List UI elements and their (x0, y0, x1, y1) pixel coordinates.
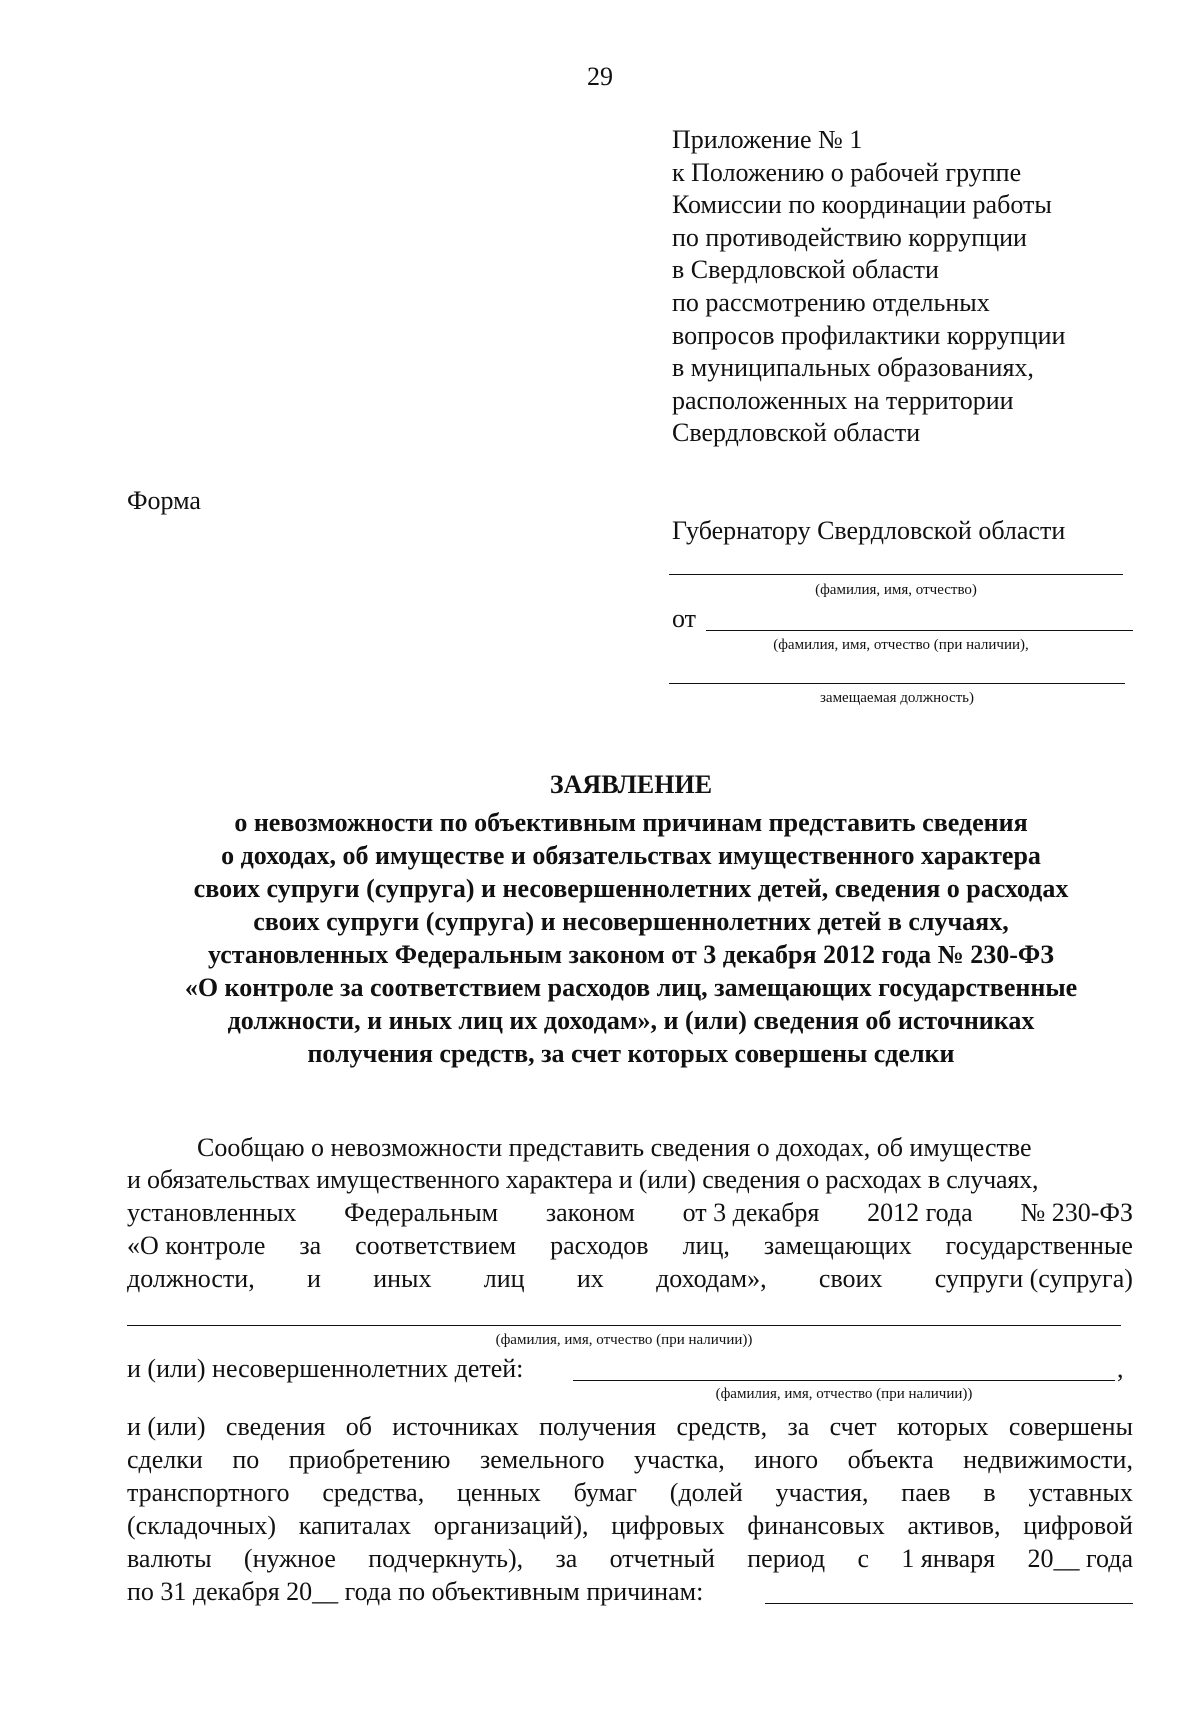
word: супруги (супруга) (934, 1264, 1133, 1293)
word: Федеральным (344, 1198, 499, 1227)
word: уставных (1028, 1478, 1133, 1507)
word: соответствием (355, 1231, 517, 1260)
children-comma: , (1117, 1354, 1124, 1383)
word: активов, (907, 1511, 1001, 1540)
document-subtitle (0, 806, 1200, 1070)
subtitle-line: должности, и иных лиц их доходам», и (или) сведения об источниках (227, 1006, 1035, 1035)
word: счет (829, 1412, 877, 1441)
body-line-justified (127, 1264, 1133, 1294)
word: иного (754, 1445, 819, 1474)
subtitle-line: получения средств, за счет которых совершены сделки (307, 1039, 955, 1068)
body-line-justified (127, 1445, 1133, 1475)
text-fragment: года по объективным причинам: (338, 1577, 704, 1606)
word: за (787, 1412, 810, 1441)
word: бумаг (573, 1478, 637, 1507)
body-line-justified (127, 1231, 1133, 1261)
word: доходам», (656, 1264, 767, 1293)
appendix-block (672, 124, 1192, 450)
word: от 3 декабря (682, 1198, 820, 1227)
word: должности, (127, 1264, 255, 1293)
word: своих (818, 1264, 883, 1293)
word: период (747, 1544, 826, 1573)
appendix-line: в муниципальных образованиях, (672, 353, 1034, 383)
document-title: ЗАЯВЛЕНИЕ (549, 770, 713, 799)
word: об (345, 1412, 372, 1441)
word: «О контроле (127, 1231, 266, 1260)
word: недвижимости, (963, 1445, 1133, 1474)
word: и (306, 1264, 321, 1293)
body-line-justified (127, 1198, 1133, 1228)
word: и (или) (127, 1412, 206, 1441)
word: валюты (127, 1544, 212, 1573)
word: (складочных) (127, 1511, 277, 1540)
word: по (232, 1445, 260, 1474)
word: источниках (392, 1412, 519, 1441)
appendix-line: Приложение № 1 (672, 125, 863, 154)
applicant-position-blank[interactable] (669, 683, 1125, 684)
word: объекта (847, 1445, 934, 1474)
word: средства, (322, 1478, 425, 1507)
appendix-line: расположенных на территории (672, 385, 1014, 415)
word: с (857, 1544, 869, 1573)
subtitle-line: о невозможности по объективным причинам представить сведения (234, 808, 1028, 837)
word: организаций), (433, 1511, 589, 1540)
word: замещающих (763, 1231, 912, 1260)
spouse-name-blank[interactable] (127, 1325, 1121, 1326)
word: (долей (669, 1478, 743, 1507)
word: лиц, (682, 1231, 730, 1260)
reasons-blank[interactable] (765, 1603, 1133, 1604)
word: получения (539, 1412, 657, 1441)
appendix-line: Свердловской области (672, 418, 921, 448)
appendix-line: по противодействию коррупции (672, 222, 1027, 252)
body-line: и обязательствах имущественного характера и (или) сведения о расходах в случаях, (127, 1165, 1039, 1194)
position-caption: замещаемая должность) (819, 690, 975, 706)
body-line: Сообщаю о невозможности представить сведения о доходах, об имуществе (197, 1133, 1032, 1162)
word: (нужное (243, 1544, 336, 1573)
appendix-line: к Положению о рабочей группе (672, 157, 1022, 187)
addressee-caption: (фамилия, имя, отчество) (815, 582, 977, 598)
appendix-line: вопросов профилактики коррупции (672, 320, 1066, 350)
word: 1 января (901, 1544, 996, 1573)
word: лиц (483, 1264, 525, 1293)
word: расходов (550, 1231, 649, 1260)
word: сведения (225, 1412, 326, 1441)
year-blank[interactable]: __ (312, 1577, 339, 1606)
word: которых (896, 1412, 989, 1441)
word: средств, (676, 1412, 768, 1441)
word: финансовых (747, 1511, 885, 1540)
appendix-line: Комиссии по координации работы (672, 190, 1052, 220)
word: иных (373, 1264, 432, 1293)
word: за (555, 1544, 578, 1573)
subtitle-line: своих супруги (супруга) и несовершеннолетних детей, сведения о расходах (193, 874, 1069, 903)
body-line-justified (127, 1412, 1133, 1442)
addressee-line: Губернатору Свердловской области (672, 516, 1066, 545)
word: установленных (127, 1198, 297, 1227)
word: транспортного (127, 1478, 290, 1507)
subtitle-line: о доходах, об имуществе и обязательствах имущественного характера (221, 841, 1041, 870)
word: земельного (479, 1445, 605, 1474)
from-label: от (672, 604, 697, 633)
word: № 230-ФЗ (1020, 1198, 1133, 1227)
spouse-caption: (фамилия, имя, отчество (при наличии)) (495, 1332, 753, 1348)
word: законом (545, 1198, 635, 1227)
word: приобретению (288, 1445, 451, 1474)
applicant-caption: (фамилия, имя, отчество (при наличии), (773, 637, 1029, 653)
children-caption: (фамилия, имя, отчество (при наличии)) (715, 1386, 973, 1402)
word: в (983, 1478, 996, 1507)
word: участка, (633, 1445, 725, 1474)
word: за (299, 1231, 322, 1260)
word: цифровой (1023, 1511, 1133, 1540)
body-line-justified (127, 1511, 1133, 1541)
addressee-name-blank[interactable] (669, 574, 1123, 575)
word: паев (901, 1478, 951, 1507)
subtitle-line: «О контроле за соответствием расходов лиц, замещающих государственные (184, 973, 1078, 1002)
word: отчетный (609, 1544, 715, 1573)
text-fragment: по 31 декабря 20 (127, 1577, 313, 1606)
appendix-line: в Свердловской области (672, 255, 939, 285)
word: участия, (775, 1478, 869, 1507)
page-number: 29 (587, 62, 613, 91)
body-line-justified (127, 1478, 1133, 1508)
children-name-blank[interactable] (573, 1380, 1115, 1381)
form-label: Форма (127, 486, 201, 515)
subtitle-line: своих супруги (супруга) и несовершеннолетних детей в случаях, (253, 907, 1009, 936)
word: государственные (945, 1231, 1133, 1260)
word: капиталах (298, 1511, 411, 1540)
word: их (576, 1264, 604, 1293)
children-label: и (или) несовершеннолетних детей: (127, 1354, 524, 1383)
word: ценных (457, 1478, 541, 1507)
word: совершены (1008, 1412, 1133, 1441)
word: подчеркнуть), (368, 1544, 524, 1573)
word: 20__ года (1027, 1544, 1133, 1573)
word: сделки (127, 1445, 203, 1474)
applicant-name-blank[interactable] (706, 630, 1133, 631)
body-line-justified (127, 1544, 1133, 1574)
word: цифровых (611, 1511, 725, 1540)
appendix-line: по рассмотрению отдельных (672, 287, 990, 317)
subtitle-line: установленных Федеральным законом от 3 декабря 2012 года № 230-ФЗ (208, 940, 1054, 969)
word: 2012 года (867, 1198, 973, 1227)
body-line-last (127, 1577, 703, 1607)
